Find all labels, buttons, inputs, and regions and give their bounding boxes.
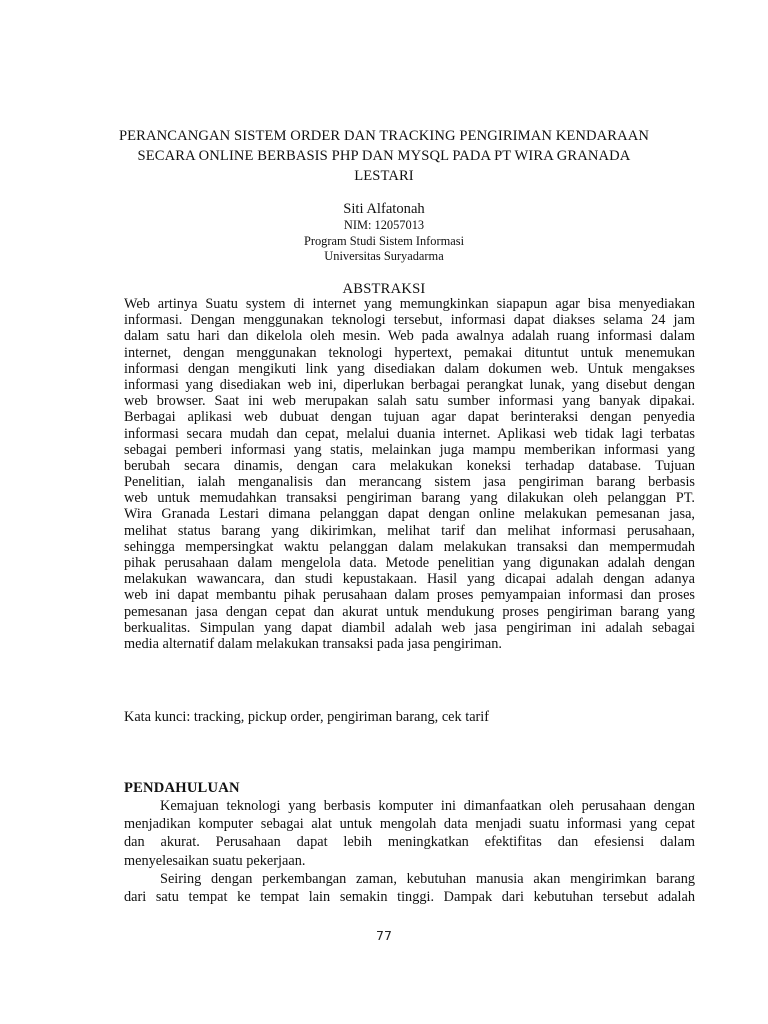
abstract-line: dalam satu hari dan dikelola oleh mesin. Web pada awalnya adalah ruang informasi dalam [124, 328, 695, 345]
abstract-line: melakukan wawancara, dan studi kepustakaan. Hasil yang dicapai adalah dengan adanya [124, 571, 695, 588]
abstract-line: Penelitian, ialah menganalisis dan merancang sistem jasa pengiriman barang berbasis [124, 474, 695, 491]
abstract-line: berubah secara dinamis, dengan cara melakukan koneksi terhadap database. Tujuan [124, 457, 695, 474]
author-nim: NIM: 12057013 [343, 218, 425, 232]
body-line: Kemajuan teknologi yang berbasis komputer ini dimanfaatkan oleh perusahaan dengan [160, 798, 695, 814]
abstract-line: informasi secara mudah dan cepat, melalui duania internet. Aplikasi web tidak lagi terbatas [124, 425, 695, 442]
abstract-line: Web artinya Suatu system di internet yang memungkinkan siapapun agar bisa menyediakan [124, 296, 695, 312]
abstract-line: berkualitas. Simpulan yang dapat diambil adalah web jasa pengiriman ini adalah sebagai [124, 619, 695, 636]
page-number: 77 [376, 928, 392, 943]
author-name: Siti Alfatonah [343, 201, 425, 217]
abstract-line: pihak perusahaan dalam mengelola data. Metode penelitian yang digunakan adalah dengan [124, 555, 695, 571]
title-line: LESTARI [354, 168, 414, 184]
abstract-line: sebagai pemberi informasi yang statis, melainkan juga mampu memberikan informasi yang [124, 441, 695, 458]
body-line: dan akurat. Perusahaan dapat lebih meningkatkan efektifitas dan efesiensi dalam [124, 834, 695, 851]
body-line: dari satu tempat ke tempat lain semakin tinggi. Dampak dari kebutuhan tersebut adalah [124, 888, 695, 905]
abstract-line: Berbagai aplikasi web dubuat dengan tujuan agar dapat berinteraksi dengan penyedia [124, 409, 695, 426]
abstract-line: informasi. Dengan menggunakan teknologi tersebut, informasi dapat diakses selama 24 jam [124, 312, 695, 329]
abstract-line: pemesanan jasa dengan cepat dan akurat untuk mendukung proses pengiriman barang yang [124, 603, 695, 620]
abstract-line: informasi yang disediakan web ini, diperlukan berbagai perangkat lunak, yang disebut dengan [124, 376, 695, 393]
section-body [124, 797, 695, 906]
body-line: Seiring dengan perkembangan zaman, kebutuhan manusia akan mengirimkan barang [160, 870, 695, 887]
abstract-line: informasi dengan mengikuti link yang disediakan dalam dokumen web. Untuk mengakses [124, 360, 695, 377]
abstract-line: internet, dengan menggunakan teknologi hypertext, pemakai dituntut untuk menemukan [124, 344, 695, 361]
abstract-line: sehingga mempersingkat waktu pelanggan dalam melakukan transaksi dan mempermudah [124, 538, 695, 555]
author-affiliation [0, 218, 768, 265]
author-university: Universitas Suryadarma [324, 249, 444, 263]
paper-title [100, 126, 668, 186]
abstract-body [124, 296, 695, 652]
body-line: menyelesaikan suatu pekerjaan. [124, 852, 306, 869]
author-program: Program Studi Sistem Informasi [303, 233, 465, 248]
section-heading: PENDAHULUAN [124, 780, 240, 796]
abstract-line: Wira Granada Lestari dimana pelanggan dapat dengan online melakukan pemesanan jasa, [124, 506, 695, 523]
abstract-line: melihat status barang yang dikirimkan, melihat tarif dan melihat informasi perusahaan, [124, 522, 695, 539]
abstract-line: media alternatif dalam melakukan transaksi pada jasa pengiriman. [124, 635, 502, 652]
abstract-heading: ABSTRAKSI [342, 281, 426, 297]
title-line: PERANCANGAN SISTEM ORDER DAN TRACKING PENGIRIMAN KENDARAAN [118, 128, 650, 144]
abstract-line: web ini dapat membantu pihak perusahaan dalam proses pemyampaian informasi dan proses [124, 587, 695, 604]
abstract-line: web untuk memudahkan transaksi pengiriman barang yang dilakukan oleh pelanggan PT. [124, 490, 695, 507]
body-line: menjadikan komputer sebagai alat untuk mengolah data menjadi suatu informasi yang cepat [124, 816, 695, 833]
title-line: SECARA ONLINE BERBASIS PHP DAN MYSQL PADA PT WIRA GRANADA [137, 148, 631, 164]
keywords: Kata kunci: tracking, pickup order, pengiriman barang, cek tarif [124, 709, 490, 725]
abstract-line: web browser. Saat ini web merupakan salah satu sumber informasi yang banyak dipakai. [124, 393, 695, 410]
